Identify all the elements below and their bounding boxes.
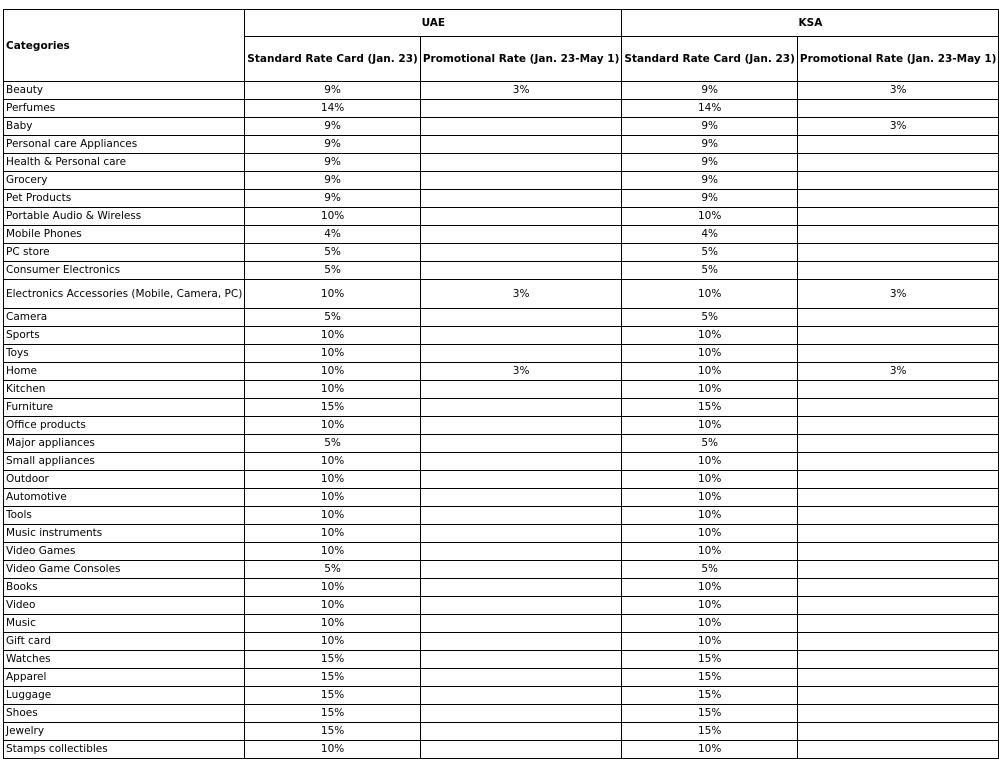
uae-promotional-rate-cell <box>420 208 622 226</box>
uae-standard-rate-cell: 14% <box>245 100 421 118</box>
ksa-promotional-rate-cell <box>797 651 999 669</box>
uae-standard-rate-cell: 5% <box>245 309 421 327</box>
category-cell: Watches <box>4 651 245 669</box>
ksa-standard-rate-cell: 5% <box>622 262 798 280</box>
uae-promotional-rate-cell <box>420 705 622 723</box>
ksa-promotional-rate-cell <box>797 244 999 262</box>
ksa-promotional-rate-header: Promotional Rate (Jan. 23-May 1) <box>797 37 999 82</box>
category-cell: PC store <box>4 244 245 262</box>
uae-promotional-rate-cell <box>420 543 622 561</box>
uae-standard-rate-cell: 15% <box>245 669 421 687</box>
ksa-promotional-rate-cell: 3% <box>797 82 999 100</box>
uae-promotional-rate-cell <box>420 172 622 190</box>
uae-promotional-rate-cell <box>420 741 622 759</box>
uae-standard-rate-cell: 10% <box>245 579 421 597</box>
uae-standard-rate-cell: 9% <box>245 172 421 190</box>
category-cell: Music <box>4 615 245 633</box>
ksa-standard-rate-cell: 9% <box>622 154 798 172</box>
ksa-promotional-rate-cell <box>797 345 999 363</box>
table-row <box>4 172 999 190</box>
uae-promotional-rate-cell: 3% <box>420 82 622 100</box>
uae-standard-rate-header: Standard Rate Card (Jan. 23) <box>245 37 421 82</box>
referral-fee-table <box>3 9 999 759</box>
ksa-standard-rate-cell: 10% <box>622 453 798 471</box>
ksa-standard-rate-cell: 5% <box>622 309 798 327</box>
uae-promotional-rate-cell <box>420 561 622 579</box>
category-cell: Personal care Appliances <box>4 136 245 154</box>
ksa-standard-rate-cell: 5% <box>622 435 798 453</box>
table-row <box>4 363 999 381</box>
uae-promotional-rate-cell <box>420 309 622 327</box>
category-cell: Toys <box>4 345 245 363</box>
table-row <box>4 244 999 262</box>
uae-promotional-rate-cell <box>420 471 622 489</box>
uae-promotional-rate-cell <box>420 190 622 208</box>
ksa-promotional-rate-cell <box>797 669 999 687</box>
category-cell: Major appliances <box>4 435 245 453</box>
uae-standard-rate-cell: 10% <box>245 633 421 651</box>
ksa-standard-rate-cell: 10% <box>622 633 798 651</box>
uae-standard-rate-cell: 10% <box>245 489 421 507</box>
uae-standard-rate-cell: 10% <box>245 208 421 226</box>
uae-promotional-rate-header: Promotional Rate (Jan. 23-May 1) <box>420 37 622 82</box>
category-cell: Mobile Phones <box>4 226 245 244</box>
uae-promotional-rate-cell <box>420 489 622 507</box>
ksa-standard-rate-cell: 10% <box>622 579 798 597</box>
ksa-standard-rate-cell: 10% <box>622 363 798 381</box>
ksa-standard-rate-cell: 10% <box>622 471 798 489</box>
ksa-promotional-rate-cell <box>797 226 999 244</box>
category-cell: Baby <box>4 118 245 136</box>
uae-standard-rate-cell: 10% <box>245 363 421 381</box>
category-cell: Video Game Consoles <box>4 561 245 579</box>
table-row <box>4 118 999 136</box>
ksa-standard-rate-cell: 15% <box>622 687 798 705</box>
table-row <box>4 705 999 723</box>
ksa-standard-rate-cell: 10% <box>622 208 798 226</box>
ksa-promotional-rate-cell <box>797 190 999 208</box>
uae-standard-rate-cell: 9% <box>245 118 421 136</box>
ksa-standard-rate-cell: 10% <box>622 615 798 633</box>
ksa-promotional-rate-cell <box>797 705 999 723</box>
table-row <box>4 309 999 327</box>
ksa-standard-rate-cell: 15% <box>622 651 798 669</box>
category-cell: Portable Audio & Wireless <box>4 208 245 226</box>
ksa-standard-rate-cell: 9% <box>622 118 798 136</box>
table-row <box>4 633 999 651</box>
uae-standard-rate-cell: 10% <box>245 741 421 759</box>
table-row <box>4 507 999 525</box>
table-row <box>4 417 999 435</box>
category-cell: Office products <box>4 417 245 435</box>
ksa-standard-rate-cell: 9% <box>622 190 798 208</box>
category-cell: Consumer Electronics <box>4 262 245 280</box>
uae-promotional-rate-cell <box>420 327 622 345</box>
ksa-promotional-rate-cell <box>797 381 999 399</box>
table-row <box>4 597 999 615</box>
ksa-promotional-rate-cell <box>797 687 999 705</box>
uae-standard-rate-cell: 15% <box>245 651 421 669</box>
category-cell: Stamps collectibles <box>4 741 245 759</box>
table-row <box>4 669 999 687</box>
uae-promotional-rate-cell <box>420 453 622 471</box>
ksa-header: KSA <box>622 10 999 37</box>
uae-promotional-rate-cell <box>420 525 622 543</box>
ksa-standard-rate-cell: 4% <box>622 226 798 244</box>
table-row <box>4 327 999 345</box>
uae-standard-rate-cell: 10% <box>245 345 421 363</box>
ksa-standard-rate-cell: 15% <box>622 399 798 417</box>
table-row <box>4 136 999 154</box>
ksa-standard-rate-cell: 10% <box>622 489 798 507</box>
uae-standard-rate-cell: 10% <box>245 327 421 345</box>
ksa-standard-rate-cell: 10% <box>622 543 798 561</box>
table-row <box>4 687 999 705</box>
uae-promotional-rate-cell <box>420 507 622 525</box>
uae-standard-rate-cell: 4% <box>245 226 421 244</box>
uae-standard-rate-cell: 9% <box>245 136 421 154</box>
ksa-standard-rate-cell: 15% <box>622 669 798 687</box>
table-row <box>4 651 999 669</box>
category-cell: Shoes <box>4 705 245 723</box>
uae-standard-rate-cell: 5% <box>245 561 421 579</box>
ksa-promotional-rate-cell <box>797 172 999 190</box>
ksa-promotional-rate-cell <box>797 741 999 759</box>
uae-promotional-rate-cell <box>420 579 622 597</box>
uae-promotional-rate-cell <box>420 118 622 136</box>
ksa-promotional-rate-cell <box>797 723 999 741</box>
ksa-promotional-rate-cell <box>797 489 999 507</box>
table-row <box>4 399 999 417</box>
uae-standard-rate-cell: 10% <box>245 507 421 525</box>
ksa-standard-rate-cell: 10% <box>622 280 798 309</box>
category-cell: Tools <box>4 507 245 525</box>
uae-promotional-rate-cell: 3% <box>420 280 622 309</box>
ksa-standard-rate-header: Standard Rate Card (Jan. 23) <box>622 37 798 82</box>
table-row <box>4 154 999 172</box>
ksa-standard-rate-cell: 10% <box>622 345 798 363</box>
uae-header: UAE <box>245 10 622 37</box>
category-cell: Music instruments <box>4 525 245 543</box>
table-row <box>4 471 999 489</box>
category-cell: Apparel <box>4 669 245 687</box>
category-cell: Small appliances <box>4 453 245 471</box>
ksa-promotional-rate-cell <box>797 435 999 453</box>
ksa-promotional-rate-cell <box>797 399 999 417</box>
table-row <box>4 82 999 100</box>
ksa-promotional-rate-cell <box>797 262 999 280</box>
uae-standard-rate-cell: 9% <box>245 82 421 100</box>
category-cell: Home <box>4 363 245 381</box>
uae-promotional-rate-cell <box>420 417 622 435</box>
table-row <box>4 615 999 633</box>
uae-promotional-rate-cell <box>420 154 622 172</box>
ksa-standard-rate-cell: 9% <box>622 82 798 100</box>
ksa-promotional-rate-cell: 3% <box>797 363 999 381</box>
uae-standard-rate-cell: 9% <box>245 154 421 172</box>
category-cell: Automotive <box>4 489 245 507</box>
category-cell: Books <box>4 579 245 597</box>
uae-promotional-rate-cell <box>420 651 622 669</box>
category-cell: Perfumes <box>4 100 245 118</box>
category-cell: Gift card <box>4 633 245 651</box>
ksa-promotional-rate-cell <box>797 597 999 615</box>
uae-standard-rate-cell: 10% <box>245 525 421 543</box>
ksa-promotional-rate-cell <box>797 100 999 118</box>
ksa-promotional-rate-cell <box>797 543 999 561</box>
uae-standard-rate-cell: 15% <box>245 723 421 741</box>
table-body <box>4 82 999 759</box>
uae-promotional-rate-cell <box>420 262 622 280</box>
ksa-promotional-rate-cell: 3% <box>797 118 999 136</box>
category-cell: Pet Products <box>4 190 245 208</box>
table-row <box>4 525 999 543</box>
uae-promotional-rate-cell <box>420 633 622 651</box>
table-row <box>4 453 999 471</box>
ksa-promotional-rate-cell: 3% <box>797 280 999 309</box>
uae-promotional-rate-cell <box>420 687 622 705</box>
uae-promotional-rate-cell <box>420 615 622 633</box>
category-cell: Outdoor <box>4 471 245 489</box>
ksa-promotional-rate-cell <box>797 525 999 543</box>
ksa-promotional-rate-cell <box>797 507 999 525</box>
uae-standard-rate-cell: 10% <box>245 543 421 561</box>
ksa-promotional-rate-cell <box>797 579 999 597</box>
table-row <box>4 345 999 363</box>
category-cell: Health & Personal care <box>4 154 245 172</box>
category-cell: Sports <box>4 327 245 345</box>
categories-header: Categories <box>4 10 245 82</box>
uae-standard-rate-cell: 10% <box>245 471 421 489</box>
uae-standard-rate-cell: 15% <box>245 687 421 705</box>
uae-standard-rate-cell: 10% <box>245 381 421 399</box>
table-row <box>4 435 999 453</box>
uae-standard-rate-cell: 5% <box>245 262 421 280</box>
table-row <box>4 381 999 399</box>
uae-promotional-rate-cell <box>420 399 622 417</box>
ksa-promotional-rate-cell <box>797 633 999 651</box>
uae-standard-rate-cell: 5% <box>245 435 421 453</box>
uae-standard-rate-cell: 10% <box>245 417 421 435</box>
ksa-promotional-rate-cell <box>797 309 999 327</box>
category-cell: Kitchen <box>4 381 245 399</box>
ksa-standard-rate-cell: 5% <box>622 244 798 262</box>
category-cell: Furniture <box>4 399 245 417</box>
category-cell: Electronics Accessories (Mobile, Camera, PC) <box>4 280 245 309</box>
uae-standard-rate-cell: 10% <box>245 280 421 309</box>
ksa-promotional-rate-cell <box>797 136 999 154</box>
category-cell: Jewelry <box>4 723 245 741</box>
ksa-standard-rate-cell: 10% <box>622 525 798 543</box>
uae-promotional-rate-cell <box>420 244 622 262</box>
ksa-standard-rate-cell: 10% <box>622 741 798 759</box>
uae-standard-rate-cell: 10% <box>245 597 421 615</box>
uae-promotional-rate-cell <box>420 136 622 154</box>
uae-promotional-rate-cell <box>420 100 622 118</box>
ksa-standard-rate-cell: 14% <box>622 100 798 118</box>
ksa-standard-rate-cell: 5% <box>622 561 798 579</box>
ksa-promotional-rate-cell <box>797 561 999 579</box>
ksa-standard-rate-cell: 9% <box>622 136 798 154</box>
category-cell: Luggage <box>4 687 245 705</box>
ksa-promotional-rate-cell <box>797 154 999 172</box>
table-row <box>4 561 999 579</box>
table-row <box>4 226 999 244</box>
uae-promotional-rate-cell <box>420 345 622 363</box>
uae-promotional-rate-cell: 3% <box>420 363 622 381</box>
table-row <box>4 190 999 208</box>
table-row <box>4 723 999 741</box>
table-row <box>4 741 999 759</box>
ksa-standard-rate-cell: 10% <box>622 597 798 615</box>
ksa-standard-rate-cell: 10% <box>622 507 798 525</box>
uae-standard-rate-cell: 15% <box>245 399 421 417</box>
uae-standard-rate-cell: 5% <box>245 244 421 262</box>
uae-standard-rate-cell: 9% <box>245 190 421 208</box>
table-row <box>4 262 999 280</box>
ksa-promotional-rate-cell <box>797 327 999 345</box>
ksa-standard-rate-cell: 10% <box>622 327 798 345</box>
uae-standard-rate-cell: 10% <box>245 453 421 471</box>
uae-standard-rate-cell: 10% <box>245 615 421 633</box>
uae-promotional-rate-cell <box>420 226 622 244</box>
table-row <box>4 489 999 507</box>
table-row <box>4 100 999 118</box>
table-row <box>4 208 999 226</box>
ksa-promotional-rate-cell <box>797 208 999 226</box>
ksa-promotional-rate-cell <box>797 471 999 489</box>
category-cell: Video Games <box>4 543 245 561</box>
table-row <box>4 579 999 597</box>
ksa-promotional-rate-cell <box>797 417 999 435</box>
uae-standard-rate-cell: 15% <box>245 705 421 723</box>
table-row <box>4 280 999 309</box>
ksa-standard-rate-cell: 15% <box>622 705 798 723</box>
category-cell: Camera <box>4 309 245 327</box>
uae-promotional-rate-cell <box>420 597 622 615</box>
uae-promotional-rate-cell <box>420 723 622 741</box>
category-cell: Beauty <box>4 82 245 100</box>
ksa-standard-rate-cell: 10% <box>622 417 798 435</box>
uae-promotional-rate-cell <box>420 435 622 453</box>
category-cell: Video <box>4 597 245 615</box>
ksa-promotional-rate-cell <box>797 453 999 471</box>
table-row <box>4 543 999 561</box>
uae-promotional-rate-cell <box>420 381 622 399</box>
ksa-standard-rate-cell: 15% <box>622 723 798 741</box>
category-cell: Grocery <box>4 172 245 190</box>
ksa-standard-rate-cell: 9% <box>622 172 798 190</box>
ksa-promotional-rate-cell <box>797 615 999 633</box>
uae-promotional-rate-cell <box>420 669 622 687</box>
ksa-standard-rate-cell: 10% <box>622 381 798 399</box>
